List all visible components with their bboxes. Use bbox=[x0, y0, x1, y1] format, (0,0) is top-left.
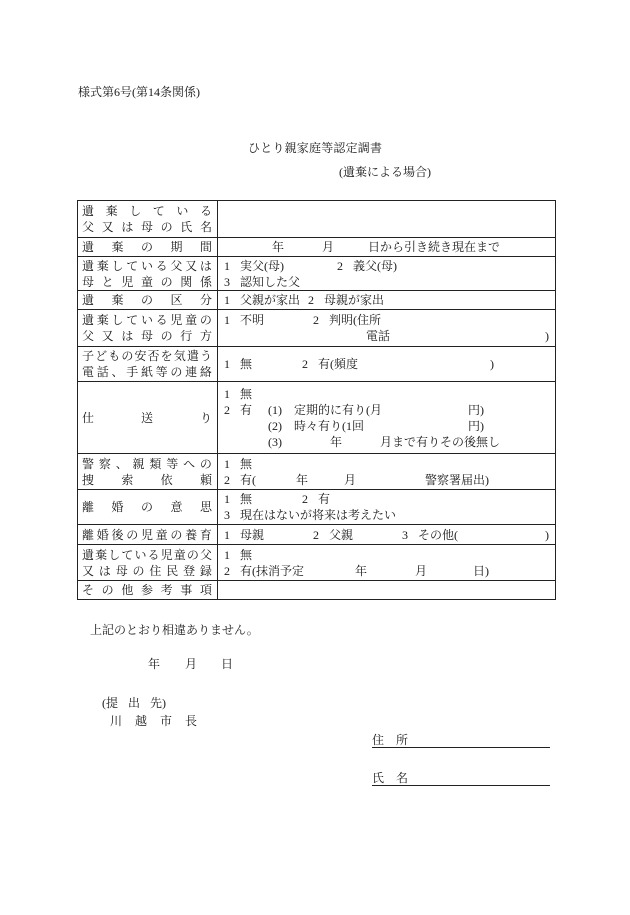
field-divorce-intention bbox=[218, 490, 556, 525]
label-char: の bbox=[199, 456, 212, 471]
label-char: 気 bbox=[173, 349, 186, 363]
label-line bbox=[82, 364, 212, 380]
label-char: 又 bbox=[101, 220, 114, 234]
name-field bbox=[372, 771, 550, 786]
label-char: 遺 bbox=[82, 204, 95, 218]
label-char: 連 bbox=[185, 365, 198, 379]
label-char: る bbox=[155, 313, 168, 327]
label-char: 行 bbox=[180, 329, 193, 343]
option-acknowledged-father: 3 認知した父 bbox=[224, 274, 301, 289]
sub-option-year: 年 bbox=[330, 434, 343, 449]
label-char: 育 bbox=[199, 527, 212, 542]
label-char: 離 bbox=[82, 527, 95, 542]
label-line bbox=[82, 499, 212, 515]
label-line bbox=[82, 239, 212, 255]
label-char: の bbox=[132, 563, 145, 578]
label-char: 期 bbox=[170, 240, 183, 254]
label-char: 等 bbox=[155, 365, 168, 379]
label-char: 事 bbox=[180, 583, 193, 597]
label-char: し bbox=[111, 313, 124, 327]
label-line bbox=[82, 547, 212, 563]
field-line bbox=[218, 402, 555, 418]
submit-to-label: (提 出 先) bbox=[102, 696, 166, 710]
label-line bbox=[82, 527, 212, 543]
label-char: る bbox=[147, 547, 160, 562]
label-char: 登 bbox=[183, 563, 196, 578]
field-line bbox=[218, 258, 555, 274]
option-yes: 2 有( bbox=[224, 472, 256, 487]
label-char: の bbox=[101, 583, 114, 597]
option-none: 1 無 bbox=[224, 357, 253, 371]
label-char: 他 bbox=[121, 583, 134, 597]
period-month: 月 bbox=[322, 240, 335, 254]
label-resident-registration bbox=[78, 545, 218, 581]
label-char: り bbox=[199, 410, 212, 425]
label-search-request bbox=[78, 454, 218, 490]
label-char: 、 bbox=[115, 456, 128, 471]
label-line bbox=[82, 582, 212, 598]
label-char: 遣 bbox=[186, 349, 199, 363]
label-char: 棄 bbox=[96, 313, 109, 327]
label-char: 、 bbox=[111, 365, 124, 379]
label-char: の bbox=[121, 349, 134, 363]
label-contact bbox=[78, 347, 218, 382]
label-char: 考 bbox=[160, 583, 173, 597]
label-char: 母 bbox=[115, 563, 128, 578]
field-line bbox=[218, 312, 555, 328]
label-char: 母 bbox=[140, 329, 153, 343]
label-char: 棄 bbox=[95, 547, 108, 562]
label-line bbox=[82, 456, 212, 472]
field-other-notes bbox=[218, 581, 556, 600]
label-divorce-intention bbox=[78, 490, 218, 525]
field-remittance bbox=[218, 382, 556, 454]
date-day: 日 bbox=[221, 657, 234, 671]
label-char: 棄 bbox=[96, 258, 109, 273]
label-char: 参 bbox=[140, 583, 153, 597]
label-char: 等 bbox=[166, 456, 179, 471]
label-char: し bbox=[129, 204, 142, 218]
field-line bbox=[218, 527, 555, 543]
label-char: 依 bbox=[160, 472, 173, 487]
label-char: い bbox=[134, 547, 147, 562]
label-char: る bbox=[199, 204, 212, 218]
label-line bbox=[82, 410, 212, 426]
label-other-notes bbox=[78, 581, 218, 600]
label-char: 絡 bbox=[199, 365, 212, 379]
option-biological-parent: 1 実父(母) bbox=[224, 258, 284, 273]
period-day-text: 日から引き続き現在まで bbox=[368, 240, 501, 254]
field-line bbox=[218, 472, 555, 488]
label-char: 方 bbox=[199, 329, 212, 343]
label-line bbox=[82, 219, 212, 235]
option-unknown: 1 不明 bbox=[224, 313, 265, 327]
label-char: 索 bbox=[121, 472, 134, 487]
label-remittance bbox=[78, 382, 218, 454]
label-char: 電 bbox=[82, 365, 95, 379]
option-father: 2 父親 bbox=[313, 527, 354, 542]
sub-option-number: (1) bbox=[268, 402, 282, 417]
label-post-divorce-custody bbox=[78, 525, 218, 545]
label-line bbox=[82, 328, 212, 344]
label-char: 間 bbox=[199, 240, 212, 254]
label-abandonment-period bbox=[78, 238, 218, 257]
deletion-year: 年 bbox=[355, 563, 368, 578]
label-char: 子 bbox=[82, 349, 95, 363]
label-char: 名 bbox=[199, 220, 212, 234]
field-contact bbox=[218, 347, 556, 382]
label-char: し bbox=[111, 258, 124, 273]
label-char: て bbox=[126, 258, 139, 273]
field-post-divorce-custody bbox=[218, 525, 556, 545]
label-char: う bbox=[199, 349, 212, 363]
report-month: 月 bbox=[344, 472, 357, 487]
field-line bbox=[218, 491, 555, 507]
option-deletion-scheduled: 2 有(抹消予定 bbox=[224, 563, 304, 578]
closing-paren: ) bbox=[490, 357, 494, 371]
field-line bbox=[218, 456, 555, 472]
label-abandoner-name bbox=[78, 201, 218, 238]
label-char: 遺 bbox=[82, 293, 95, 307]
label-char: 遺 bbox=[82, 547, 95, 562]
option-father-left: 1 父親が家出 bbox=[224, 293, 301, 307]
option-other: 3 その他( bbox=[402, 527, 458, 542]
label-char: ど bbox=[95, 349, 108, 363]
field-relationship bbox=[218, 257, 556, 291]
label-char: 項 bbox=[199, 583, 212, 597]
submit-to-recipient: 川 越 市 長 bbox=[110, 714, 198, 728]
label-char: 類 bbox=[149, 456, 162, 471]
label-char: 離 bbox=[82, 500, 95, 514]
sub-option-regular: 定期的に有り(月 bbox=[294, 402, 382, 417]
label-line bbox=[82, 203, 212, 219]
field-abandonment-period bbox=[218, 238, 556, 257]
label-char: 棄 bbox=[105, 204, 118, 218]
label-char: る bbox=[155, 258, 168, 273]
option-mother-left: 2 母親が家出 bbox=[308, 293, 385, 307]
option-yes: 2 有 bbox=[302, 492, 331, 506]
yen-unit: 円) bbox=[468, 418, 484, 433]
option-known-address: 2 判明(住所 bbox=[313, 313, 381, 327]
certification-table bbox=[77, 200, 556, 600]
label-char: そ bbox=[82, 583, 95, 597]
field-abandonment-type bbox=[218, 291, 556, 310]
police-station-report: 警察署届出) bbox=[425, 472, 489, 487]
label-char: の bbox=[140, 500, 153, 514]
label-char: 安 bbox=[134, 349, 147, 363]
label-char: 父 bbox=[82, 220, 95, 234]
field-resident-registration bbox=[218, 545, 556, 581]
address-label: 住 所 bbox=[372, 733, 409, 747]
label-char: 分 bbox=[199, 293, 212, 307]
label-char: い bbox=[176, 204, 189, 218]
label-char: い bbox=[140, 258, 153, 273]
deletion-month: 月 bbox=[415, 563, 428, 578]
field-line bbox=[218, 547, 555, 563]
label-char: 遺 bbox=[82, 313, 95, 327]
label-char: 紙 bbox=[140, 365, 153, 379]
label-char: し bbox=[108, 547, 121, 562]
option-none: 1 無 bbox=[224, 547, 253, 562]
label-char: 民 bbox=[166, 563, 179, 578]
field-line bbox=[218, 274, 555, 290]
label-line bbox=[82, 292, 212, 308]
field-line bbox=[218, 418, 555, 434]
label-char: 察 bbox=[98, 456, 111, 471]
label-char: は bbox=[121, 220, 134, 234]
option-mother: 1 母親 bbox=[224, 527, 265, 542]
label-line bbox=[82, 563, 212, 579]
label-char: の bbox=[140, 240, 153, 254]
label-char: 父 bbox=[82, 329, 95, 343]
label-char: は bbox=[98, 563, 111, 578]
label-char: へ bbox=[183, 456, 196, 471]
sub-option-until: 月まで有りその後無し bbox=[380, 434, 501, 449]
label-char: の bbox=[140, 293, 153, 307]
label-char: と bbox=[101, 274, 114, 289]
form-number: 様式第6号(第14条関係) bbox=[78, 85, 200, 99]
label-char: て bbox=[121, 547, 134, 562]
label-char: 童 bbox=[155, 527, 168, 542]
label-char: は bbox=[121, 329, 134, 343]
option-none: 1 無 bbox=[224, 492, 253, 506]
label-char: い bbox=[140, 313, 153, 327]
label-char: 頼 bbox=[199, 472, 212, 487]
report-year: 年 bbox=[296, 472, 309, 487]
label-char: て bbox=[126, 313, 139, 327]
field-line bbox=[218, 434, 555, 450]
label-char: 児 bbox=[140, 527, 153, 542]
label-char: 係 bbox=[199, 274, 212, 289]
closing-paren: ) bbox=[545, 329, 549, 343]
field-line bbox=[218, 356, 555, 372]
label-relationship bbox=[78, 257, 218, 291]
label-char: の bbox=[160, 274, 173, 289]
label-char: も bbox=[108, 349, 121, 363]
label-char: 仕 bbox=[82, 410, 95, 425]
field-line bbox=[218, 292, 555, 308]
label-char: 養 bbox=[185, 527, 198, 542]
label-char: 児 bbox=[170, 313, 183, 327]
closing-paren: ) bbox=[545, 527, 549, 542]
option-step-parent: 2 義父(母) bbox=[337, 258, 397, 273]
label-char: 父 bbox=[170, 258, 183, 273]
label-char: の bbox=[186, 547, 199, 562]
field-search-request bbox=[218, 454, 556, 490]
label-char: 母 bbox=[140, 220, 153, 234]
label-char: 児 bbox=[121, 274, 134, 289]
label-abandonment-type bbox=[78, 291, 218, 310]
label-char: は bbox=[199, 258, 212, 273]
field-line bbox=[218, 386, 555, 402]
document-subtitle: (遺棄による場合) bbox=[339, 165, 431, 179]
label-char: 又 bbox=[185, 258, 198, 273]
label-char: 父 bbox=[199, 547, 212, 562]
option-future: 3 現在はないが将来は考えたい bbox=[224, 508, 397, 522]
label-char: の bbox=[199, 313, 212, 327]
option-frequency: 2 有(頻度 bbox=[302, 357, 358, 371]
label-char: 棄 bbox=[111, 293, 124, 307]
label-char: 送 bbox=[140, 410, 153, 425]
label-char: 区 bbox=[170, 293, 183, 307]
label-char: 母 bbox=[82, 274, 95, 289]
label-char: 思 bbox=[199, 500, 212, 514]
option-yes: 2 有 bbox=[224, 402, 253, 417]
label-char: の bbox=[126, 527, 139, 542]
label-char: 捜 bbox=[82, 472, 95, 487]
label-line bbox=[82, 258, 212, 274]
label-char: の bbox=[160, 329, 173, 343]
label-char: 婚 bbox=[96, 527, 109, 542]
label-char: 警 bbox=[82, 456, 95, 471]
date-month: 月 bbox=[185, 657, 198, 671]
label-whereabouts bbox=[78, 310, 218, 347]
label-line bbox=[82, 312, 212, 328]
phone-label: 電話 bbox=[366, 329, 391, 343]
field-line bbox=[218, 563, 555, 579]
option-none: 1 無 bbox=[224, 456, 253, 471]
sub-option-occasional: 時々有り(1回 bbox=[294, 418, 364, 433]
deletion-day: 日) bbox=[473, 563, 489, 578]
label-char: 親 bbox=[132, 456, 145, 471]
label-char: 童 bbox=[140, 274, 153, 289]
label-char: 後 bbox=[111, 527, 124, 542]
document-title: ひとり親家庭等認定調書 bbox=[248, 141, 383, 155]
label-line bbox=[82, 472, 212, 488]
address-field bbox=[372, 733, 550, 748]
label-char: を bbox=[160, 349, 173, 363]
label-char: の bbox=[160, 220, 173, 234]
field-line bbox=[218, 328, 555, 344]
field-line bbox=[218, 507, 555, 523]
label-char: 住 bbox=[149, 563, 162, 578]
label-char: 遺 bbox=[82, 258, 95, 273]
field-abandoner-name bbox=[218, 201, 556, 238]
label-char: て bbox=[152, 204, 165, 218]
label-char: 又 bbox=[101, 329, 114, 343]
sub-option-number: (2) bbox=[268, 418, 282, 433]
label-char: 遺 bbox=[82, 240, 95, 254]
label-char: 否 bbox=[147, 349, 160, 363]
declaration-text: 上記のとおり相違ありません。 bbox=[90, 623, 259, 637]
label-char: 録 bbox=[199, 563, 212, 578]
label-char: 棄 bbox=[111, 240, 124, 254]
label-char: 関 bbox=[180, 274, 193, 289]
label-char: 話 bbox=[96, 365, 109, 379]
label-char: 又 bbox=[82, 563, 95, 578]
label-char: の bbox=[170, 527, 183, 542]
yen-unit: 円) bbox=[468, 402, 484, 417]
label-char: 意 bbox=[170, 500, 183, 514]
label-char: 児 bbox=[160, 547, 173, 562]
sub-option-number: (3) bbox=[268, 434, 282, 449]
name-label: 氏 名 bbox=[372, 771, 409, 785]
label-char: 童 bbox=[173, 547, 186, 562]
label-char: の bbox=[170, 365, 183, 379]
period-year: 年 bbox=[272, 240, 285, 254]
label-line bbox=[82, 274, 212, 290]
label-char: 氏 bbox=[180, 220, 193, 234]
field-line bbox=[218, 239, 555, 255]
label-char: 手 bbox=[126, 365, 139, 379]
option-none: 1 無 bbox=[224, 386, 253, 401]
date-year: 年 bbox=[148, 657, 161, 671]
label-line bbox=[82, 348, 212, 364]
label-char: 童 bbox=[185, 313, 198, 327]
field-whereabouts bbox=[218, 310, 556, 347]
label-char: 婚 bbox=[111, 500, 124, 514]
